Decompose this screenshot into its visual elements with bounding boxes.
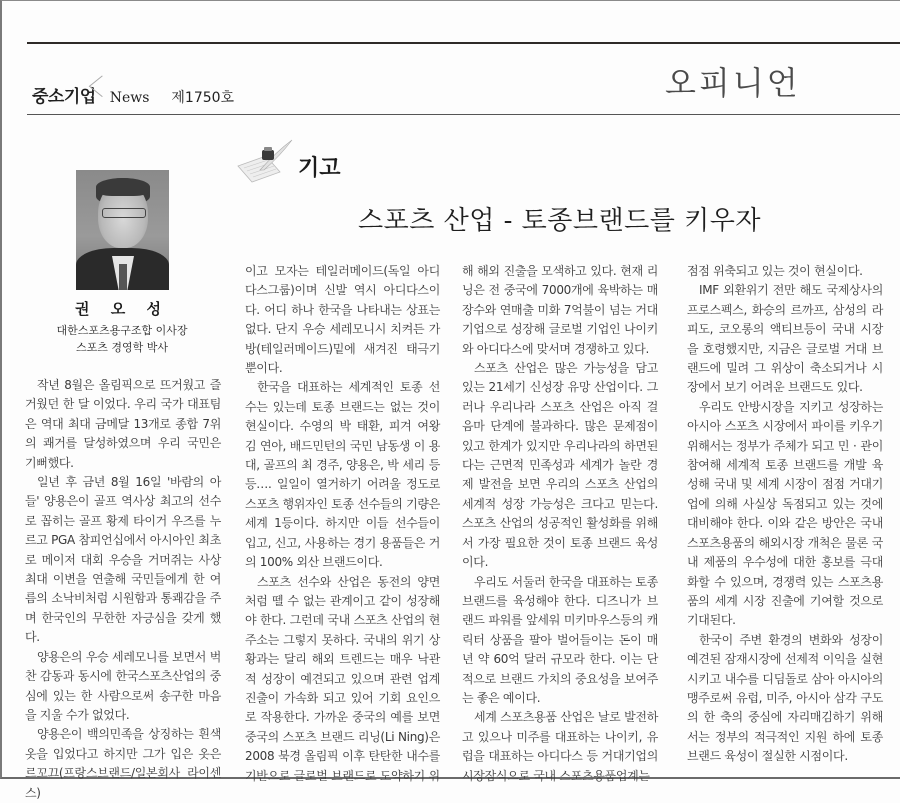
paragraph: 양용은의 우승 세레모니를 보면서 벅찬 감동과 동시에 한국스포츠산업의 중심에 있는 한 사람으로써 송구한 마음을 지울 수가 없었다. (25, 649, 221, 722)
quill-paper-icon (236, 138, 294, 184)
paragraph: 스포츠 선수와 산업은 동전의 양면처럼 뗄 수 없는 관계이고 같이 성장해야 한다. 그런데 국내 스포츠 산업의 현 주소는 그렇지 못하다. 국내의 위기 상황과는 달리 해외 트렌드는 매우 낙관적 성장이 예견되고 있으며 관련 업계 진출이 가속화 되고 있어 기회 요인으로 작용한다. 가까운 중국의 예를 보면 중국의 스포츠 브랜드 리닝(Li Ning)은 2008 북경 올림픽 이후 탄탄한 내수를 기반으로 글로벌 브랜드로 도약하기 위 (245, 574, 440, 783)
article-column-3 (462, 262, 658, 786)
paragraph: 세계 스포츠용품 산업은 날로 발전하고 있으나 미주를 대표하는 나이키, 유럽을 대표하는 아디다스 등 거대기업의 시장잠식으로 국내 스포츠용품업계는 (462, 710, 658, 783)
paragraph: 한국이 주변 환경의 변화와 성장이 예견된 잠재시장에 선제적 이익을 실현시키고 내수를 디딤돌로 삼아 아시아의 맹주로써 유럽, 미주, 아시아 삼각 구도의 한 축의 중심에 자리매김하기 위해서는 정부의 적극적인 지원 하에 토종 브랜드 육성이 절실한 시점이다. (687, 632, 883, 764)
article-headline: 스포츠 산업 - 토종브랜드를 키우자 (358, 206, 761, 236)
category-label (236, 138, 341, 184)
article-column-1 (25, 376, 221, 803)
author-name: 권 오 성 (75, 300, 169, 318)
article-column-4 (687, 262, 883, 767)
paragraph: 일년 후 금년 8월 16일 '바람의 아들' 양용은이 골프 역사상 최고의 선수로 꼽히는 골프 황제 타이거 우즈를 누르고 PGA 참피언십에서 아시아인 최초로 메이저 대회 우승을 거머쥐는 사상 최대 이변을 연출해 국민들에게 한 여름의 소낙비처럼 시원함과 통쾌감을 주며 한국인의 무한한 자긍심을 갖게 했다. (25, 475, 221, 645)
author-degree: 스포츠 경영학 박사 (75, 341, 168, 354)
section-title: 오피니언 (665, 64, 801, 102)
top-rule (27, 42, 900, 44)
paragraph: IMF 외환위기 전만 해도 국제상사의 프로스펙스, 화승의 르까프, 삼성의 라피도, 코오롱의 액티브등이 국내 시장을 호령했지만, 지금은 글로벌 거대 브랜드에 밀려 그 위상이 축소되거나 시장에서 보기 어려운 브랜드도 있다. (687, 283, 883, 395)
paragraph: 작년 8월은 올림픽으로 뜨거웠고 즐거웠던 한 달 이었다. 우리 국가 대표팀은 역대 최대 금메달 13개로 종합 7위의 쾌거를 달성하였으며 우리 국민은 기뻐했다. (25, 378, 221, 470)
issue-number: 제1750호 (171, 90, 235, 106)
author-organization: 대한스포츠용구조합 이사장 (56, 324, 188, 337)
newspaper-title: 중소기업 (32, 87, 96, 107)
paragraph: 한국을 대표하는 세계적인 토종 선수는 있는데 토종 브랜드는 없는 것이 현실이다. 수영의 박 태환, 피겨 여왕 김 연아, 배드민턴의 국민 남동생 이 용대, 골프의 최 경주, 양용은, 박 세리 등등…. 일일이 열거하기 어려울 정도로 스포츠 행위자인 토종 선수들의 기량은 세계 1등이다. 하지만 이들 선수들이 입고, 신고, 사용하는 경기 용품들은 거의 100% 외산 브랜드이다. (245, 380, 440, 570)
paragraph: 점점 위축되고 있는 것이 현실이다. (687, 264, 863, 278)
article-column-2 (245, 262, 440, 786)
author-affiliation (40, 322, 204, 356)
paragraph: 이고 모자는 테일러메이드(독일 아디다스그룹)이며 신발 역시 아디다스이다. 어디 하나 한국을 나타내는 상표는 없다. 단지 우승 세레모니시 치켜든 가방(테일러메이드)밑에 새겨진 태극기 뿐이다. (245, 264, 440, 376)
paragraph: 우리도 서둘러 한국을 대표하는 토종 브랜드를 육성해야 한다. 디즈니가 브랜드 파워를 앞세워 미키마우스등의 캐릭터 상품을 팔아 벌어들이는 돈이 매년 약 60억 달러 규모라 한다. 이는 단적으로 브랜드 가치의 중요성을 보여주는 좋은 예이다. (462, 574, 658, 705)
paragraph: 해 해외 진출을 모색하고 있다. 현재 리닝은 전 중국에 7000개에 육박하는 매장수와 연매출 미화 7억불이 넘는 거대기업으로 성장해 글로벌 기업인 나이키와 아디다스에 맞서며 경쟁하고 있다. (462, 264, 658, 356)
author-photo (76, 170, 169, 290)
header-rule (27, 114, 900, 115)
masthead (32, 82, 234, 107)
paragraph: 우리도 안방시장을 지키고 성장하는 아시아 스포츠 시장에서 파이를 키우기 위해서는 정부가 주체가 되고 민 · 관이 참여해 세계적 토종 브랜드를 개발 육성해 국내 및 세계 시장이 점점 거대기업에 의해 사실상 독점되고 있는 것에 대비해야 한다. 이와 같은 방안은 국내 스포츠용품의 해외시장 개척은 물론 국내 제품의 우수성에 대한 홍보를 극대화할 수 있으며, 경쟁력 있는 스포츠용품의 세계 시장 진출에 기여할 것으로 기대된다. (687, 399, 883, 628)
paragraph: 양용은이 백의민족을 상징하는 흰색 옷을 입었다고 하지만 그가 입은 옷은 르꼬끄(프랑스브랜드/일본회사 라이센스) (25, 727, 221, 800)
category-text: 기고 (298, 156, 341, 181)
news-label: News (102, 90, 150, 106)
paragraph: 스포츠 산업은 많은 가능성을 담고 있는 21세기 신성장 유망 산업이다. 그러나 우리나라 스포츠 산업은 아직 걸음마 단계에 불과하다. 많은 문제점이 있고 한계가 있지만 우리나라의 하면된다는 근면적 민족성과 세계가 놀란 경제 발전을 보면 우리의 스포츠 산업의 세계적 성장 가능성은 크다고 믿는다. 스포츠 산업의 성공적인 활성화를 위해서 가장 필요한 것이 토종 브랜드 육성이다. (462, 361, 658, 570)
